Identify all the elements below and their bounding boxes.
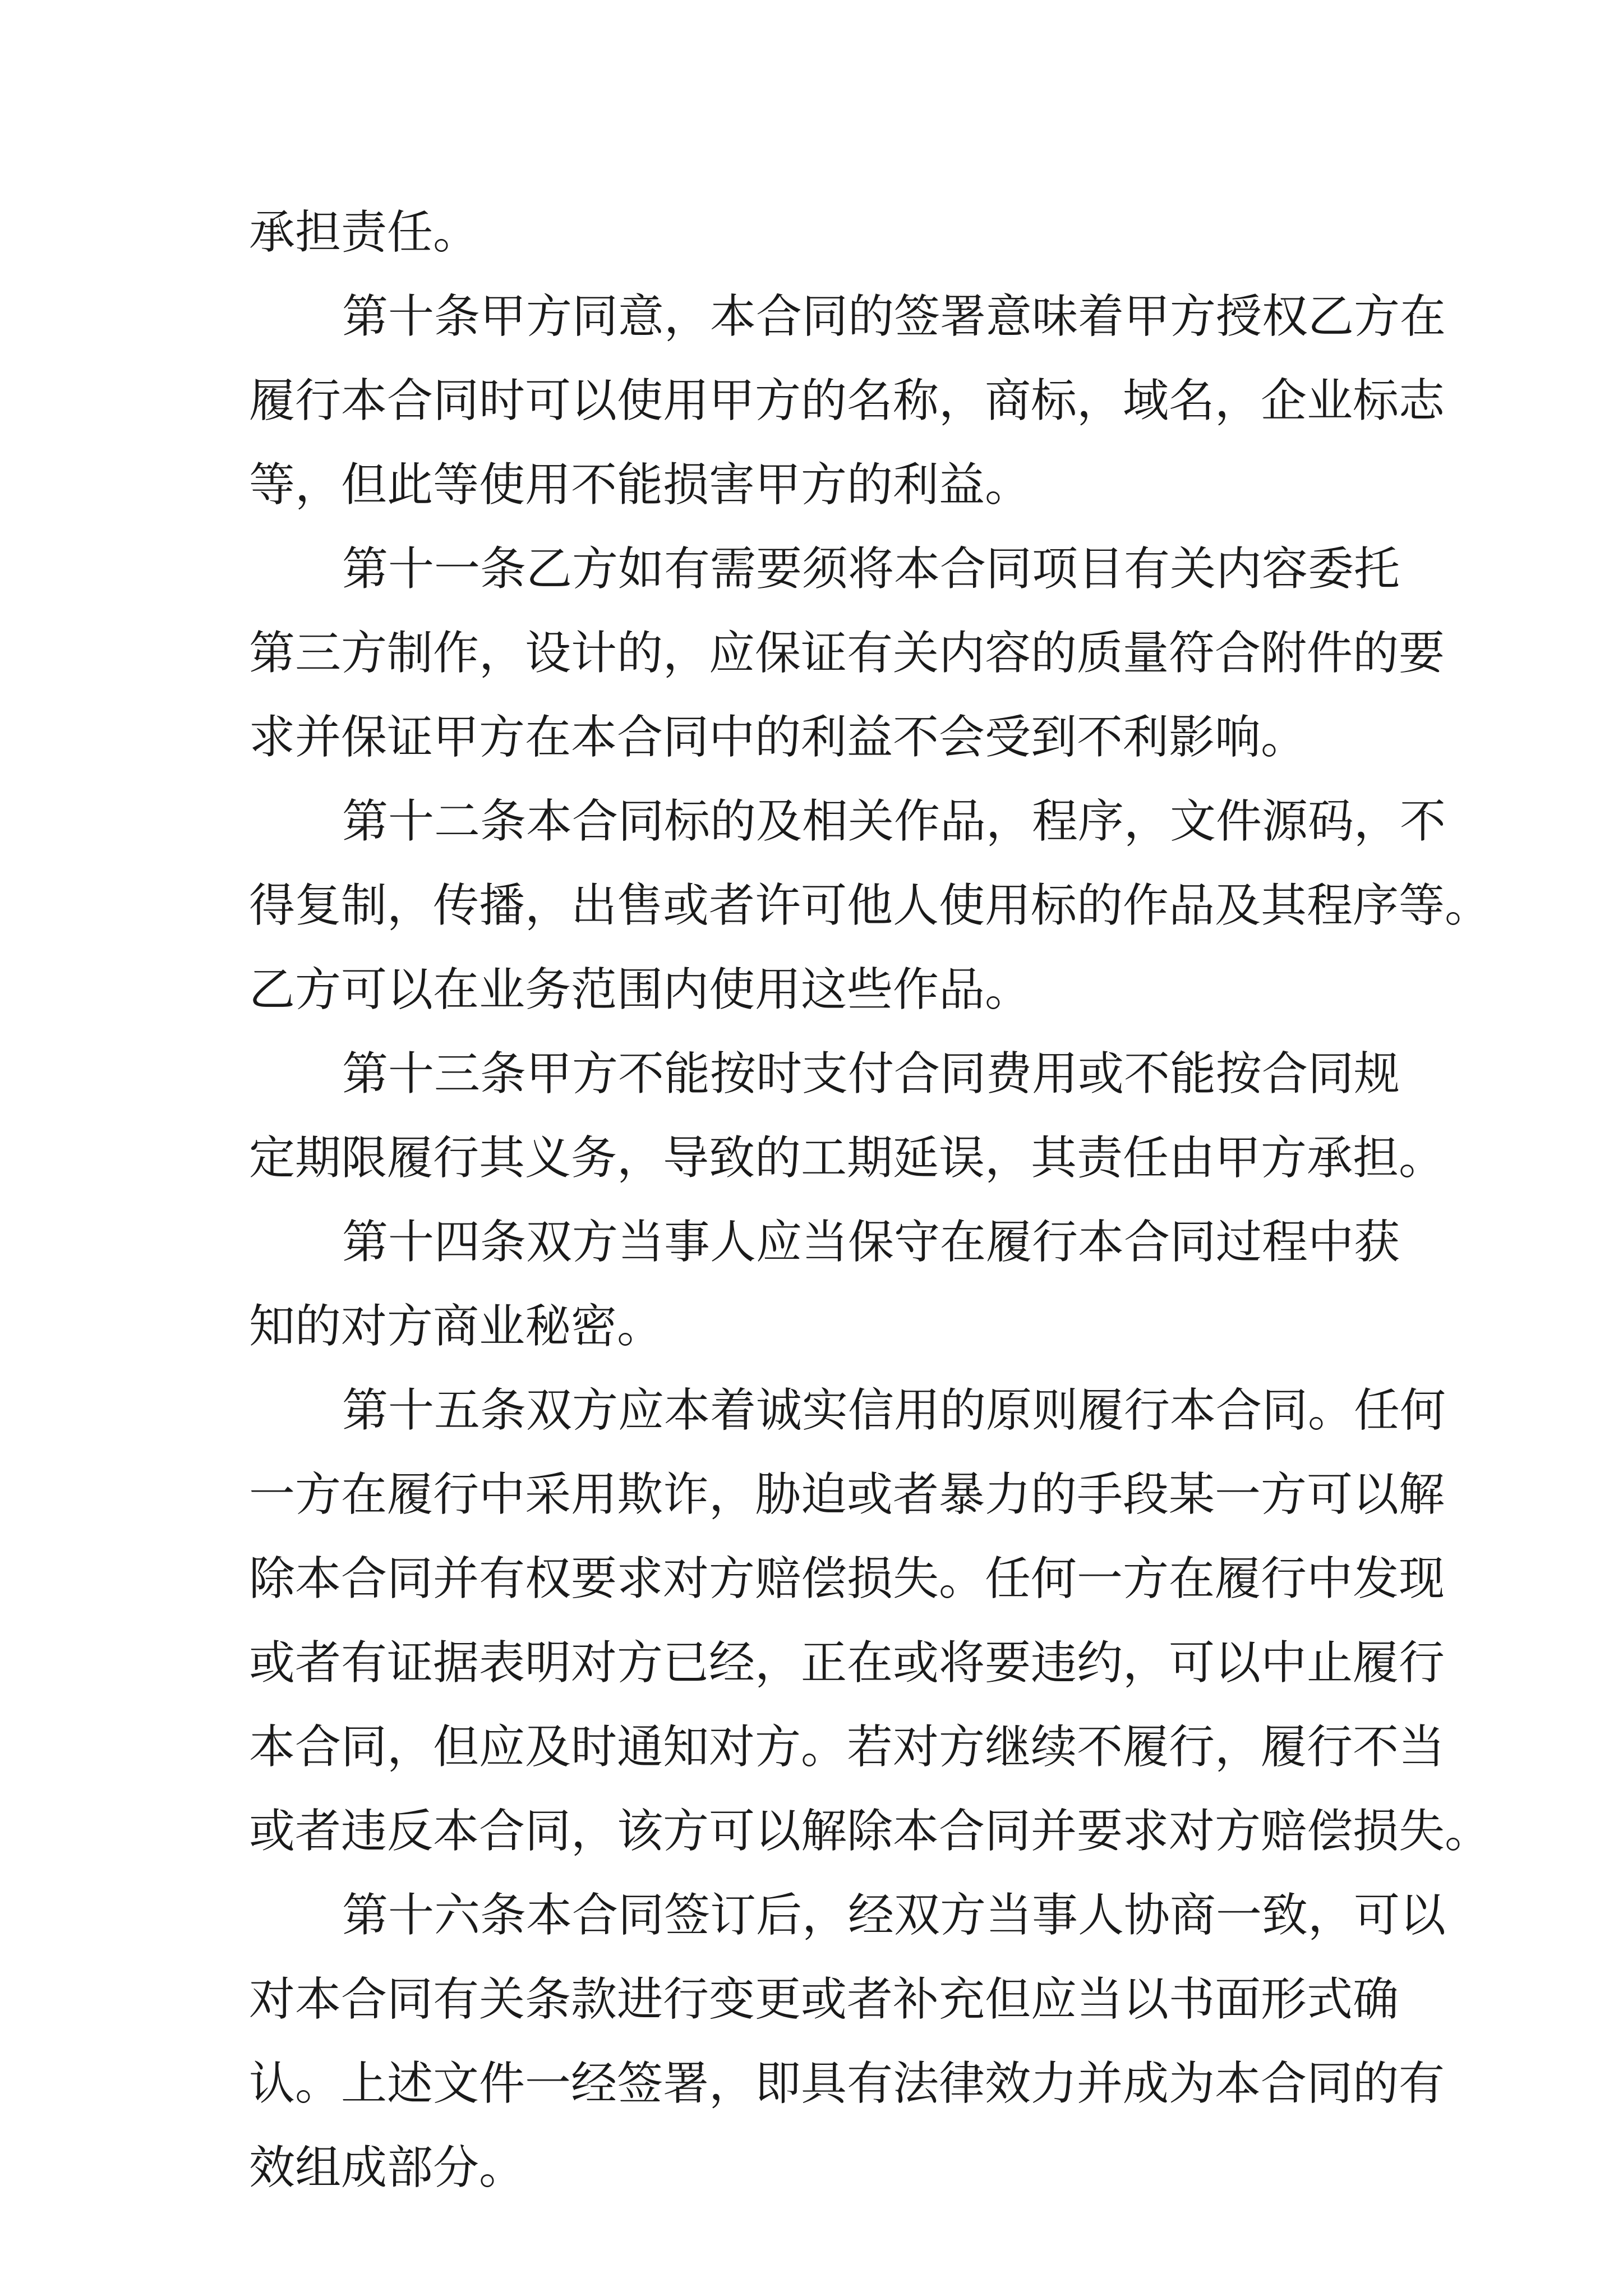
text-line: 第十二条本合同标的及相关作品，程序，文件源码，不 — [342, 795, 1446, 848]
text-line: 认。上述文件一经签署，即具有法律效力并成为本合同的有 — [249, 2057, 1445, 2110]
text-line: 求并保证甲方在本合同中的利益不会受到不利影响。 — [249, 711, 1307, 764]
text-line: 承担责任。 — [249, 206, 479, 259]
text-line: 第三方制作，设计的，应保证有关内容的质量符合附件的要 — [249, 627, 1445, 680]
text-line: 第十条甲方同意，本合同的签署意味着甲方授权乙方在 — [342, 290, 1446, 343]
text-line: 对本合同有关条款进行变更或者补充但应当以书面形式确 — [249, 1973, 1399, 2026]
text-line: 乙方可以在业务范围内使用这些作品。 — [249, 963, 1031, 1016]
text-line: 第十六条本合同签订后，经双方当事人协商一致，可以 — [342, 1889, 1446, 1942]
text-line: 定期限履行其义务，导致的工期延误，其责任由甲方承担。 — [249, 1131, 1445, 1185]
text-line: 第十五条双方应本着诚实信用的原则履行本合同。任何 — [342, 1384, 1446, 1437]
text-line: 第十四条双方当事人应当保守在履行本合同过程中获 — [342, 1216, 1400, 1269]
text-line: 知的对方商业秘密。 — [249, 1300, 663, 1353]
text-line: 第十三条甲方不能按时支付合同费用或不能按合同规 — [342, 1047, 1400, 1101]
text-line: 一方在履行中采用欺诈，胁迫或者暴力的手段某一方可以解 — [249, 1468, 1445, 1521]
text-line: 效组成部分。 — [249, 2141, 525, 2194]
text-line: 或者有证据表明对方已经，正在或将要违约，可以中止履行 — [249, 1636, 1445, 1690]
text-line: 除本合同并有权要求对方赔偿损失。任何一方在履行中发现 — [249, 1552, 1445, 1605]
text-line: 等，但此等使用不能损害甲方的利益。 — [249, 458, 1031, 512]
text-line: 本合同，但应及时通知对方。若对方继续不履行，履行不当 — [249, 1720, 1445, 1774]
text-line: 履行本合同时可以使用甲方的名称，商标，域名，企业标志 — [249, 374, 1445, 427]
text-line: 第十一条乙方如有需要须将本合同项目有关内容委托 — [342, 542, 1400, 596]
text-line: 得复制，传播，出售或者许可他人使用标的作品及其程序等。 — [249, 879, 1491, 932]
text-line: 或者违反本合同，该方可以解除本合同并要求对方赔偿损失。 — [249, 1805, 1491, 1858]
